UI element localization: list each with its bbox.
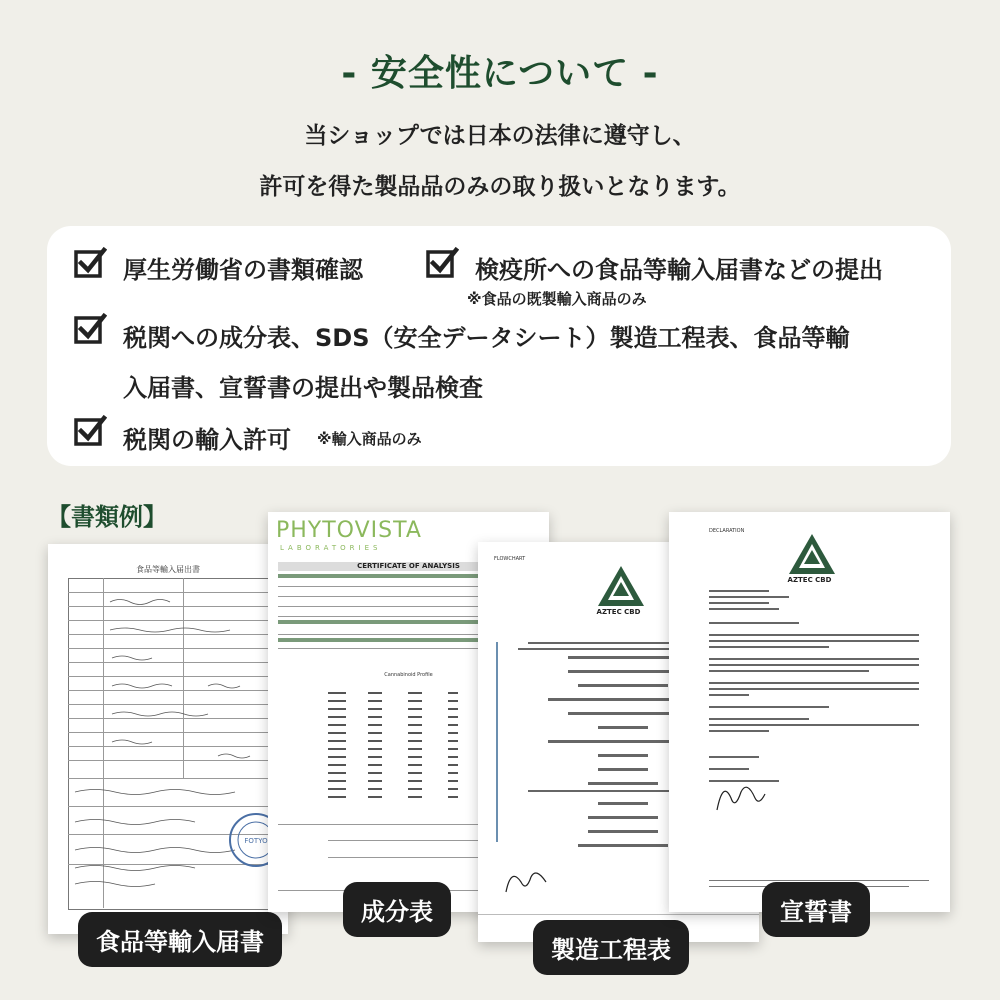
caption-declaration: 宣誓書 — [762, 882, 870, 937]
checkbox-checked-icon — [73, 414, 107, 448]
documents-label: 【書類例】 — [47, 503, 167, 531]
document-import-notification — [48, 544, 288, 934]
document-header: 食品等輸入届出書 — [136, 565, 200, 574]
checklist-note-quarantine: ※食品の既製輸入商品のみ — [467, 290, 647, 308]
phytovista-logo: PHYTOVISTA — [276, 518, 422, 543]
cannabinoid-profile-title: Cannabinoid Profile — [384, 672, 433, 678]
aztec-logo-icon — [787, 532, 837, 576]
checklist-panel — [47, 226, 951, 466]
aztec-brand-label: AZTEC CBD — [596, 608, 641, 616]
phytovista-logo-sub: LABORATORIES — [280, 544, 382, 552]
caption-import-notification: 食品等輸入届書 — [78, 912, 282, 967]
checkbox-checked-icon — [73, 312, 107, 346]
checklist-item-mhlw: 厚生労働省の書類確認 — [123, 256, 363, 284]
caption-certificate-of-analysis: 成分表 — [343, 882, 451, 937]
checklist-item-customs-docs-cont: 入届書、宣誓書の提出や製品検査 — [123, 374, 483, 402]
signature — [496, 862, 556, 902]
checkbox-checked-icon — [425, 246, 459, 280]
intro-line-2: 許可を得た製品品のみの取り扱いとなります。 — [259, 174, 741, 200]
checklist-item-customs-docs: 税関への成分表、SDS（安全データシート）製造工程表、食品等輸 — [123, 324, 850, 352]
caption-flowchart: 製造工程表 — [533, 920, 689, 975]
signature — [709, 774, 769, 824]
checklist-item-quarantine: 検疫所への食品等輸入届書などの提出 — [475, 256, 883, 284]
intro-line-1: 当ショップでは日本の法律に遵守し、 — [304, 123, 696, 149]
page-title: - 安全性について - — [341, 53, 659, 94]
coa-title: CERTIFICATE OF ANALYSIS — [357, 562, 460, 570]
document-declaration — [669, 512, 950, 912]
aztec-brand-label: AZTEC CBD — [787, 576, 832, 584]
declaration-heading: DECLARATION — [709, 528, 745, 534]
checklist-note-import-permit: ※輸入商品のみ — [317, 430, 422, 448]
aztec-logo-icon — [596, 564, 646, 608]
svg-text:FOTYO: FOTYO — [244, 837, 268, 845]
checkbox-checked-icon — [73, 246, 107, 280]
flowchart-heading: FLOWCHART — [494, 556, 526, 562]
checklist-item-import-permit: 税関の輸入許可 — [123, 426, 291, 454]
handwriting-scribble — [108, 594, 268, 774]
